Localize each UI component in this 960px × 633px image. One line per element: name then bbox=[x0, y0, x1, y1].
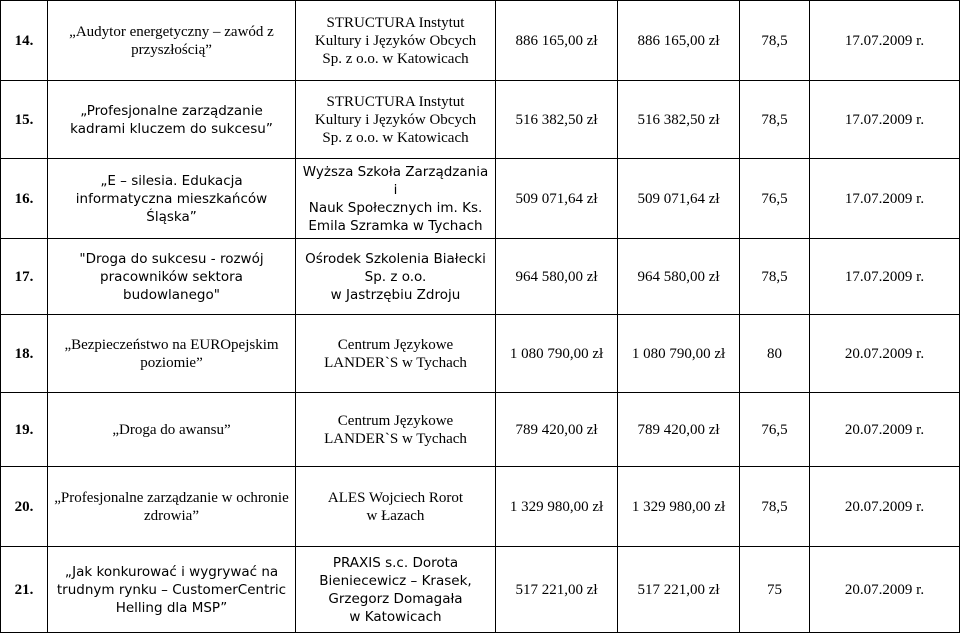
amount-granted: 517 221,00 zł bbox=[618, 547, 740, 633]
amount-granted: 886 165,00 zł bbox=[618, 1, 740, 81]
decision-date: 20.07.2009 r. bbox=[810, 315, 960, 393]
decision-date: 20.07.2009 r. bbox=[810, 467, 960, 547]
table-row bbox=[1, 467, 960, 547]
row-number: 18. bbox=[1, 315, 48, 393]
decision-date: 17.07.2009 r. bbox=[810, 1, 960, 81]
project-title: „Profesjonalne zarządzanie kadrami kluczem do sukcesu” bbox=[48, 81, 296, 159]
decision-date: 20.07.2009 r. bbox=[810, 393, 960, 467]
score: 80 bbox=[740, 315, 810, 393]
project-title: „Audytor energetyczny – zawód z przyszłością” bbox=[48, 1, 296, 81]
project-title: „Jak konkurować i wygrywać na trudnym rynku – CustomerCentric Helling dla MSP” bbox=[48, 547, 296, 633]
provider-name: Centrum Językowe LANDER`S w Tychach bbox=[296, 315, 496, 393]
amount-granted: 1 080 790,00 zł bbox=[618, 315, 740, 393]
amount-granted: 509 071,64 zł bbox=[618, 159, 740, 239]
row-number: 17. bbox=[1, 239, 48, 315]
score: 78,5 bbox=[740, 467, 810, 547]
table-row bbox=[1, 239, 960, 315]
score: 75 bbox=[740, 547, 810, 633]
project-title: „Droga do awansu” bbox=[48, 393, 296, 467]
project-title: „E – silesia. Edukacja informatyczna mieszkańców Śląska” bbox=[48, 159, 296, 239]
project-title: „Bezpieczeństwo na EUROpejskim poziomie” bbox=[48, 315, 296, 393]
score: 78,5 bbox=[740, 239, 810, 315]
row-number: 19. bbox=[1, 393, 48, 467]
amount-requested: 1 080 790,00 zł bbox=[496, 315, 618, 393]
decision-date: 17.07.2009 r. bbox=[810, 81, 960, 159]
table-row bbox=[1, 547, 960, 633]
project-title: „Profesjonalne zarządzanie w ochronie zdrowia” bbox=[48, 467, 296, 547]
amount-requested: 886 165,00 zł bbox=[496, 1, 618, 81]
table-row bbox=[1, 81, 960, 159]
score: 76,5 bbox=[740, 159, 810, 239]
project-title: "Droga do sukcesu - rozwój pracowników sektora budowlanego" bbox=[48, 239, 296, 315]
provider-name: STRUCTURA Instytut Kultury i Języków Obcych Sp. z o.o. w Katowicach bbox=[296, 81, 496, 159]
score: 76,5 bbox=[740, 393, 810, 467]
amount-requested: 509 071,64 zł bbox=[496, 159, 618, 239]
row-number: 14. bbox=[1, 1, 48, 81]
provider-name: STRUCTURA Instytut Kultury i Języków Obcych Sp. z o.o. w Katowicach bbox=[296, 1, 496, 81]
amount-requested: 789 420,00 zł bbox=[496, 393, 618, 467]
amount-granted: 516 382,50 zł bbox=[618, 81, 740, 159]
amount-requested: 1 329 980,00 zł bbox=[496, 467, 618, 547]
decision-date: 17.07.2009 r. bbox=[810, 239, 960, 315]
table-row bbox=[1, 393, 960, 467]
table-row bbox=[1, 315, 960, 393]
row-number: 20. bbox=[1, 467, 48, 547]
table-row bbox=[1, 159, 960, 239]
amount-requested: 516 382,50 zł bbox=[496, 81, 618, 159]
provider-name: Centrum Językowe LANDER`S w Tychach bbox=[296, 393, 496, 467]
table-row bbox=[1, 1, 960, 81]
amount-requested: 517 221,00 zł bbox=[496, 547, 618, 633]
amount-granted: 789 420,00 zł bbox=[618, 393, 740, 467]
provider-name: ALES Wojciech Rorot w Łazach bbox=[296, 467, 496, 547]
row-number: 16. bbox=[1, 159, 48, 239]
provider-name: Wyższa Szkoła Zarządzania i Nauk Społecznych im. Ks. Emila Szramka w Tychach bbox=[296, 159, 496, 239]
decision-date: 20.07.2009 r. bbox=[810, 547, 960, 633]
score: 78,5 bbox=[740, 1, 810, 81]
decision-date: 17.07.2009 r. bbox=[810, 159, 960, 239]
score: 78,5 bbox=[740, 81, 810, 159]
amount-granted: 964 580,00 zł bbox=[618, 239, 740, 315]
row-number: 21. bbox=[1, 547, 48, 633]
amount-requested: 964 580,00 zł bbox=[496, 239, 618, 315]
row-number: 15. bbox=[1, 81, 48, 159]
provider-name: PRAXIS s.c. Dorota Bieniecewicz – Krasek, Grzegorz Domagała w Katowicach bbox=[296, 547, 496, 633]
amount-granted: 1 329 980,00 zł bbox=[618, 467, 740, 547]
provider-name: Ośrodek Szkolenia Białecki Sp. z o.o. w Jastrzębiu Zdroju bbox=[296, 239, 496, 315]
